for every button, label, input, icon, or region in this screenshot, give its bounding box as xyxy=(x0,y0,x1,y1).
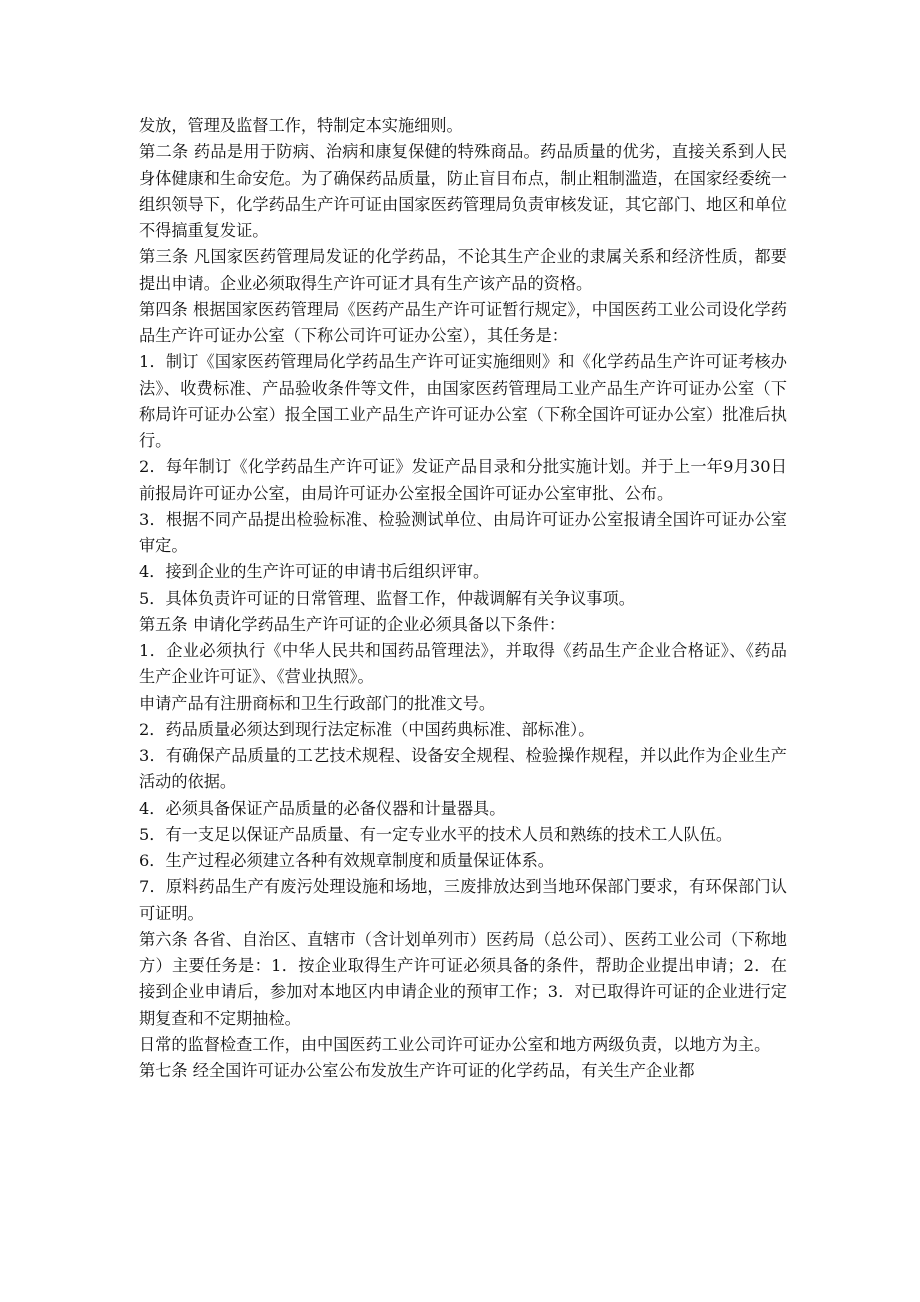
document-page xyxy=(139,113,787,1084)
paragraph-3: 第四条 根据国家医药管理局《医药产品生产许可证暂行规定》，中国医药工业公司设化学药品生产许可证办公室（下称公司许可证办公室），其任务是： xyxy=(139,299,787,345)
paragraph-4: 1．制订《国家医药管理局化学药品生产许可证实施细则》和《化学药品生产许可证考核办法》、收费标准、产品验收条件等文件，由国家医药管理局工业产品生产许可证办公室（下称局许可证办公室）报全国工业产品生产许可证办公室（下称全国许可证办公室）批准后执行。 xyxy=(139,352,787,450)
paragraph-18: 第六条 各省、自治区、直辖市（含计划单列市）医药局（总公司）、医药工业公司（下称地方）主要任务是：1．按企业取得生产许可证必须具备的条件，帮助企业提出申请；2．在接到企业申请后，参加对本地区内申请企业的预审工作；3．对已取得许可证的企业进行定期复查和不定期抽检。 xyxy=(139,929,787,1028)
paragraph-8: 5．具体负责许可证的日常管理、监督工作，仲裁调解有关争议事项。 xyxy=(139,588,635,608)
paragraph-7: 4．接到企业的生产许可证的申请书后组织评审。 xyxy=(139,562,490,582)
paragraph-19: 日常的监督检查工作，由中国医药工业公司许可证办公室和地方两级负责，以地方为主。 xyxy=(139,1034,771,1054)
paragraph-2: 第三条 凡国家医药管理局发证的化学药品，不论其生产企业的隶属关系和经济性质，都要提出申请。企业必须取得生产许可证才具有生产该产品的资格。 xyxy=(139,247,787,293)
paragraph-20: 第七条 经全国许可证办公室公布发放生产许可证的化学药品，有关生产企业都 xyxy=(139,1061,695,1080)
paragraph-5: 2．每年制订《化学药品生产许可证》发证产品目录和分批实施计划。并于上一年9月30日前报局许可证办公室，由局许可证办公室报全国许可证办公室审批、公布。 xyxy=(139,457,787,503)
paragraph-17: 7．原料药品生产有废污处理设施和场地，三废排放达到当地环保部门要求，有环保部门认可证明。 xyxy=(139,877,787,923)
paragraph-10: 1．企业必须执行《中华人民共和国药品管理法》，并取得《药品生产企业合格证》、《药品生产企业许可证》、《营业执照》。 xyxy=(139,641,787,687)
paragraph-16: 6．生产过程必须建立各种有效规章制度和质量保证体系。 xyxy=(139,851,554,870)
paragraph-11: 申请产品有注册商标和卫生行政部门的批准文号。 xyxy=(139,693,496,713)
paragraph-15: 5．有一支足以保证产品质量、有一定专业水平的技术人员和熟练的技术工人队伍。 xyxy=(139,824,733,844)
paragraph-13: 3．有确保产品质量的工艺技术规程、设备安全规程、检验操作规程，并以此作为企业生产活动的依据。 xyxy=(139,746,787,792)
paragraph-1: 第二条 药品是用于防病、治病和康复保健的特殊商品。药品质量的优劣，直接关系到人民身体健康和生命安危。为了确保药品质量，防止盲目布点，制止粗制滥造，在国家经委统一组织领导下，化学药品生产许可证由国家医药管理局负责审核发证，其它部门、地区和单位不得搞重复发证。 xyxy=(139,142,787,240)
paragraph-6: 3．根据不同产品提出检验标准、检验测试单位、由局许可证办公室报请全国许可证办公室审定。 xyxy=(139,509,787,555)
paragraph-14: 4．必须具备保证产品质量的必备仪器和计量器具。 xyxy=(139,798,506,818)
paragraph-0: 发放，管理及监督工作，特制定本实施细则。 xyxy=(139,116,463,135)
paragraph-12: 2．药品质量必须达到现行法定标准（中国药典标准、部标准）。 xyxy=(139,719,595,739)
paragraph-9: 第五条 申请化学药品生产许可证的企业必须具备以下条件： xyxy=(139,614,566,634)
